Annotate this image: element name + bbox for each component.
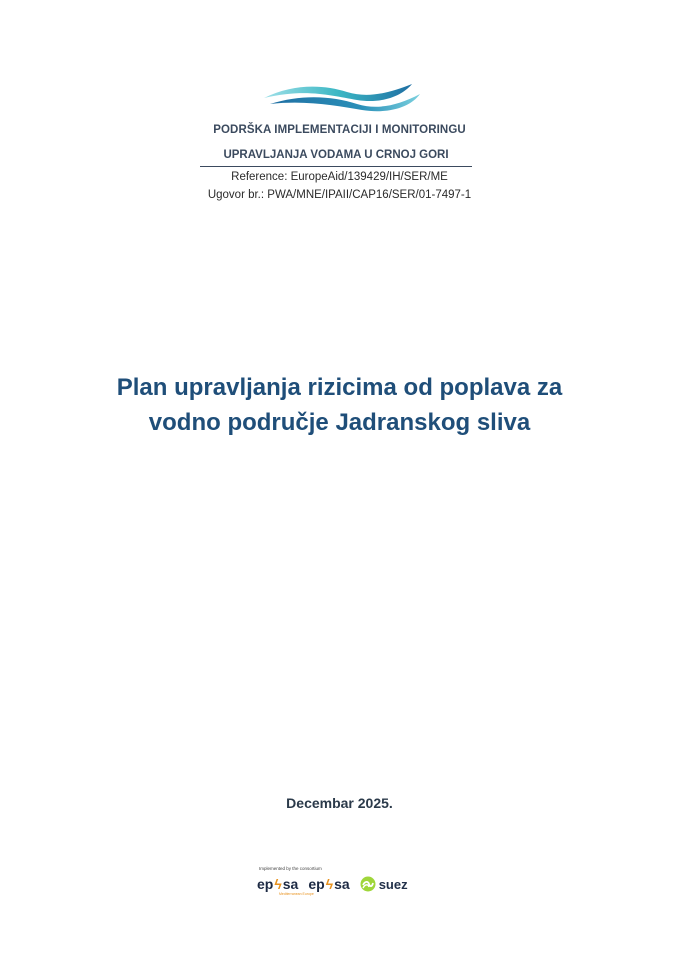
project-title-line1: PODRŠKA IMPLEMENTACIJI I MONITORINGU: [213, 124, 466, 136]
document-date: Decembar 2025.: [286, 795, 393, 811]
lightning-icon: ϟ: [325, 876, 334, 892]
eptisa-logo: ep ϟ sa: [308, 876, 350, 892]
contract-number: Ugovor br.: PWA/MNE/IPAII/CAP16/SER/01-7497-1: [207, 189, 472, 201]
document-title-line1: Plan upravljanja rizicima od poplava za: [116, 374, 563, 401]
consortium-label: Implemented by the consortium: [259, 866, 322, 871]
lightning-icon: ϟ: [274, 876, 282, 892]
suez-wave-icon: [360, 876, 376, 892]
partner-logos: [257, 873, 408, 895]
project-title-line2-underlined: [200, 145, 472, 167]
suez-logo: suez: [360, 876, 408, 892]
document-title-line2: vodno područje Jadranskog sliva: [148, 409, 531, 436]
reference-number: Reference: EuropeAid/139429/IH/SER/ME: [231, 171, 448, 183]
document-title: [60, 370, 619, 440]
project-title-line2: UPRAVLJANJA VODAMA U CRNOJ GORI: [223, 149, 449, 161]
wave-logo-icon: [262, 78, 422, 114]
eptisa-mediterranean-logo: ep ϟ sa Mediterranean Europe: [257, 876, 314, 896]
